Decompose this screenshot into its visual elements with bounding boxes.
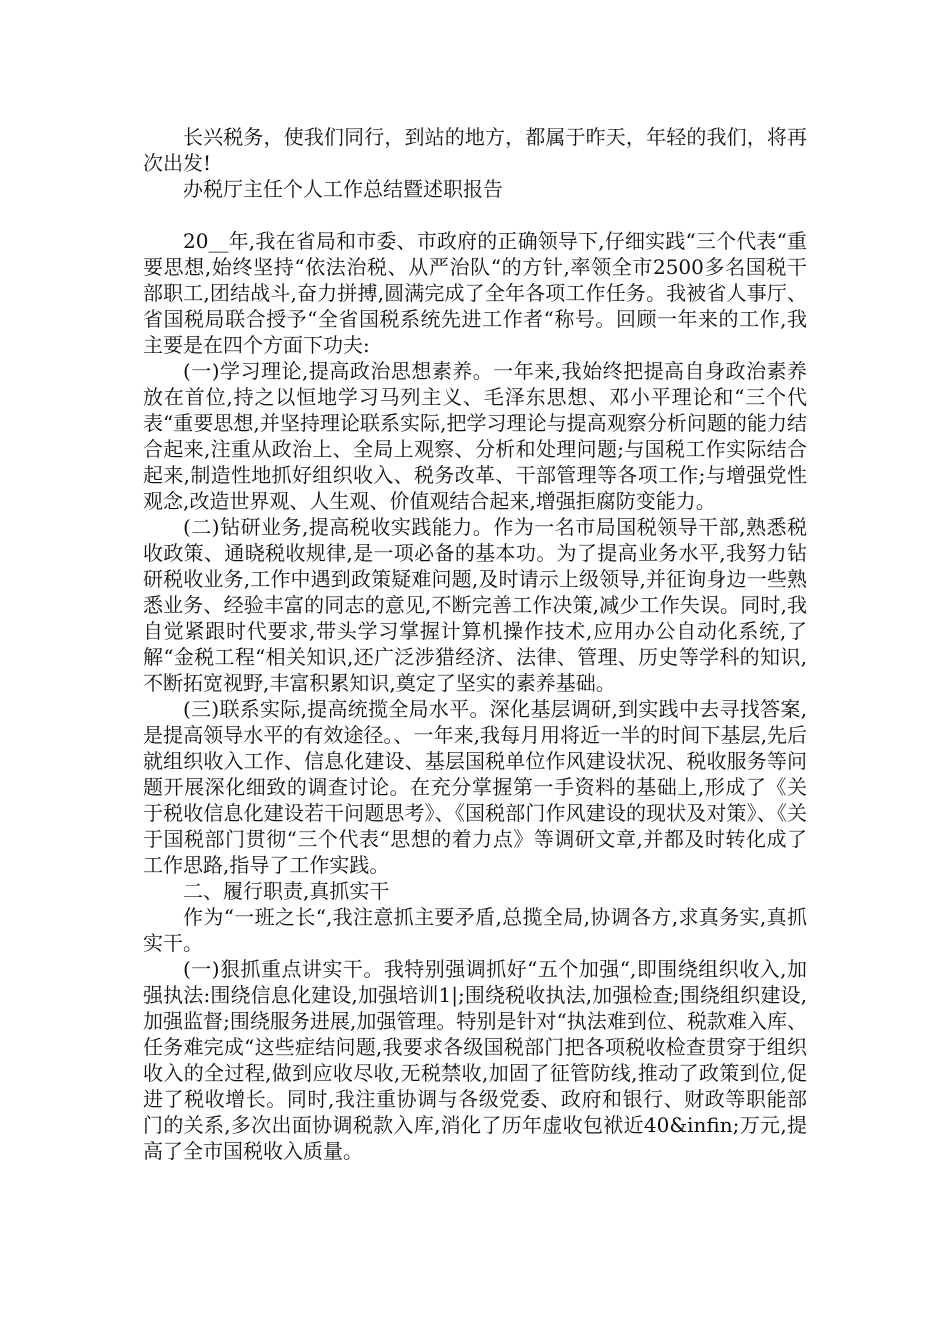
report-title: 办税厅主任个人工作总结暨述职报告 [183, 177, 503, 201]
section-key-work-paragraph: (一)狠抓重点讲实干。我特别强调抓好“五个加强“,即围绕组织收入,加强执法:围绕信息化建设,加强培训1|;围绕税收执法,加强检查;围绕组织建设,加强监督;围绕服务进展,加强管理。特别是针对“执法难到位、税款难入库、任务难完成“这些症结问题,我要求各级国税部门把各项税收检查贯穿于组织收入的全过程,做到应收尽收,无税禁收,加固了征管防线,推动了政策到位,促进了税收增长。同时,我注重协调与各级党委、政府和银行、财政等职能部门的关系,多次出面协调税款入库,消化了历年虚收包袱近40&infin;万元,提高了全市国税收入质量。 [143, 957, 807, 1163]
section-heading-duties: 二、履行职责,真抓实干 [183, 879, 390, 903]
blank-line [143, 202, 807, 228]
section-practice-paragraph: (三)联系实际,提高统揽全局水平。深化基层调研,到实践中去寻找答案,是提高领导水平的有效途径。、一年来,我每月用将近一半的时间下基层,先后就组织收入工作、信息化建设、基层国税单位作风建设状况、税收服务等问题开展深化细致的调查讨论。在充分掌握第一手资料的基础上,形成了《关于税收信息化建设若干问题思考》、《国税部门作风建设的现状及对策》、《关于国税部门贯彻“三个代表“思想的着力点》等调研文章,并都及时转化成了工作思路,指导了工作实践。 [143, 697, 807, 877]
document-body [143, 124, 807, 1164]
intro-paragraph: 20__年,我在省局和市委、市政府的正确领导下,仔细实践“三个代表“重要思想,始终坚持“依法治税、从严治队“的方针,率领全市2500多名国税干部职工,团结战斗,奋力拼搏,圆满完成了全年各项工作任务。我被省人事厅、省国税局联合授予“全省国税系统先进工作者“称号。回顾一年来的工作,我主要是在四个方面下功夫: [143, 229, 807, 357]
section-theory-paragraph: (一)学习理论,提高政治思想素养。一年来,我始终把提高自身政治素养放在首位,持之以恒地学习马列主义、毛泽东思想、邓小平理论和“三个代表“重要思想,并坚持理论联系实际,把学习理论与提高观察分析问题的能力结合起来,注重从政治上、全局上观察、分析和处理问题;与国税工作实际结合起来,制造性地抓好组织收入、税务改革、干部管理等各项工作;与增强党性观念,改造世界观、人生观、价值观结合起来,增强拒腐防变能力。 [143, 359, 807, 513]
section-business-paragraph: (二)钻研业务,提高税收实践能力。作为一名市局国税领导干部,熟悉税收政策、通晓税收规律,是一项必备的基本功。为了提高业务水平,我努力钻研税收业务,工作中遇到政策疑难问题,及时请示上级领导,并征询身边一些熟悉业务、经验丰富的同志的意见,不断完善工作决策,减少工作失误。同时,我自觉紧跟时代要求,带头学习掌握计算机操作技术,应用办公自动化系统,了解“金税工程“相关知识,还广泛涉猎经济、法律、管理、历史等学科的知识,不断拓宽视野,丰富积累知识,奠定了坚实的素养基础。 [143, 515, 807, 695]
closing-paragraph: 长兴税务，使我们同行，到站的地方，都属于昨天，年轻的我们，将再次出发! [143, 125, 807, 175]
duties-intro-paragraph: 作为“一班之长“,我注意抓主要矛盾,总揽全局,协调各方,求真务实,真抓实干。 [143, 905, 807, 955]
